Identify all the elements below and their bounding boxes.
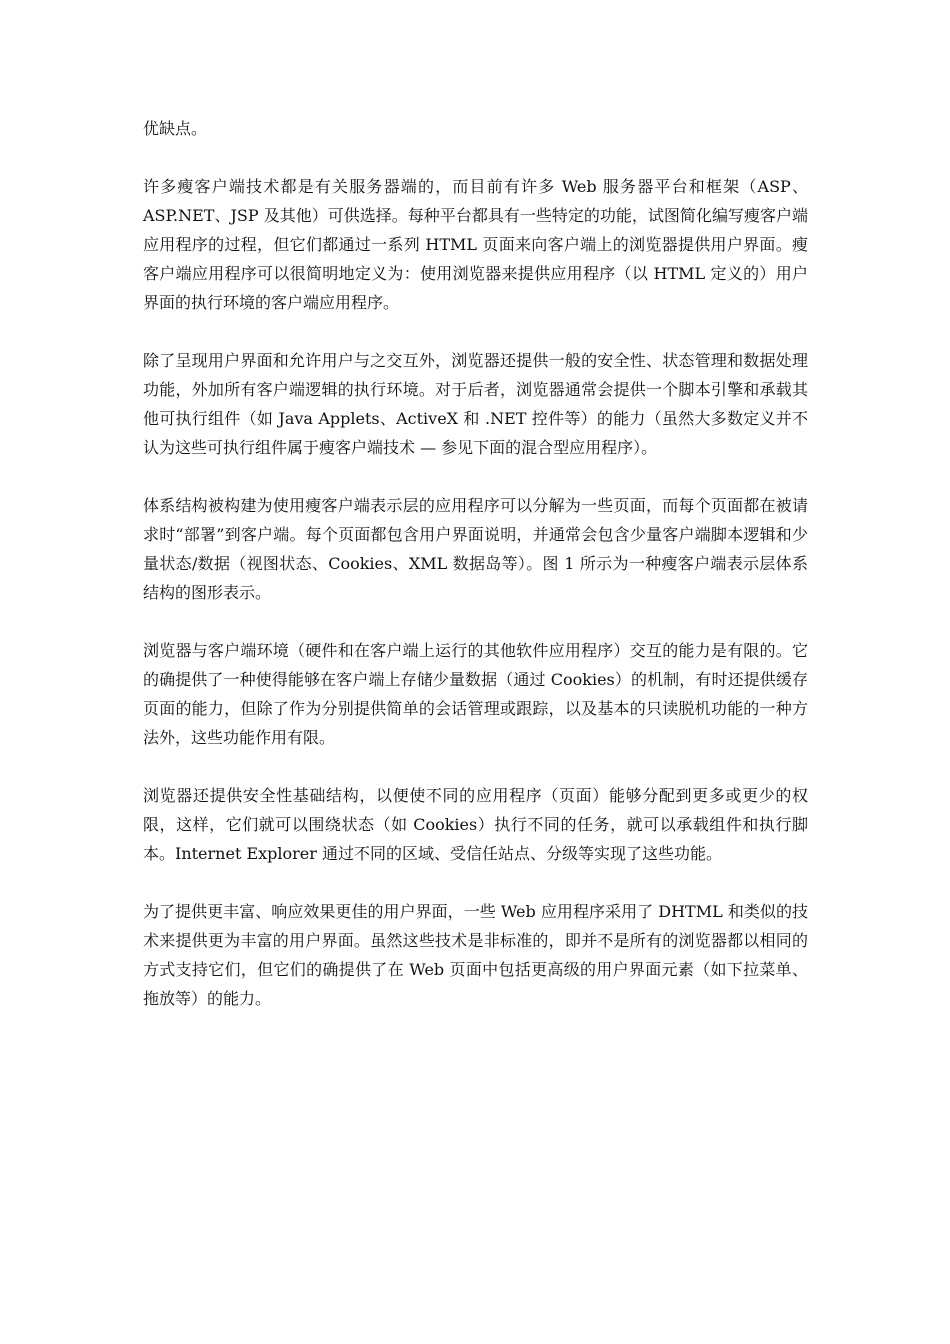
paragraph-server-platforms: 许多瘦客户端技术都是有关服务器端的，而目前有许多 Web 服务器平台和框架（ASP、ASP.NET、JSP 及其他）可供选择。每种平台都具有一些特定的功能，试图简化编写瘦客户端应用程序的过程，但它们都通过一系列 HTML 页面来向客户端上的浏览器提供用户界面。瘦客户端应用程序可以很简明地定义为：使用浏览器来提供应用程序（以 HTML 定义的）用户界面的执行环境的客户端应用程序。 <box>143 177 808 312</box>
paragraph-client-environment: 浏览器与客户端环境（硬件和在客户端上运行的其他软件应用程序）交互的能力是有限的。它的确提供了一种使得能够在客户端上存储少量数据（通过 Cookies）的机制，有时还提供缓存页面的能力，但除了作为分别提供简单的会话管理或跟踪，以及基本的只读脱机功能的一种方法外，这些功能作用有限。 <box>143 641 808 747</box>
paragraph-dhtml: 为了提供更丰富、响应效果更佳的用户界面，一些 Web 应用程序采用了 DHTML 和类似的技术来提供更为丰富的用户界面。虽然这些技术是非标准的，即并不是所有的浏览器都以相同的方式支持它们，但它们的确提供了在 Web 页面中包括更高级的用户界面元素（如下拉菜单、拖放等）的能力。 <box>143 902 808 1008</box>
paragraph-security: 浏览器还提供安全性基础结构，以便使不同的应用程序（页面）能够分配到更多或更少的权限，这样，它们就可以围绕状态（如 Cookies）执行不同的任务，就可以承载组件和执行脚本。Internet Explorer 通过不同的区域、受信任站点、分级等实现了这些功能。 <box>143 786 808 863</box>
document-body <box>143 114 808 1042</box>
paragraph-browser-services: 除了呈现用户界面和允许用户与之交互外，浏览器还提供一般的安全性、状态管理和数据处理功能，外加所有客户端逻辑的执行环境。对于后者，浏览器通常会提供一个脚本引擎和承载其他可执行组件（如 Java Applets、ActiveX 和 .NET 控件等）的能力（虽然大多数定义并不认为这些可执行组件属于瘦客户端技术 — 参见下面的混合型应用程序）。 <box>143 351 808 457</box>
paragraph-architecture: 体系结构被构建为使用瘦客户端表示层的应用程序可以分解为一些页面，而每个页面都在被请求时“部署”到客户端。每个页面都包含用户界面说明，并通常会包含少量客户端脚本逻辑和少量状态/数据（视图状态、Cookies、XML 数据岛等）。图 1 所示为一种瘦客户端表示层体系结构的图形表示。 <box>143 496 808 602</box>
paragraph-intro-fragment: 优缺点。 <box>143 119 208 138</box>
